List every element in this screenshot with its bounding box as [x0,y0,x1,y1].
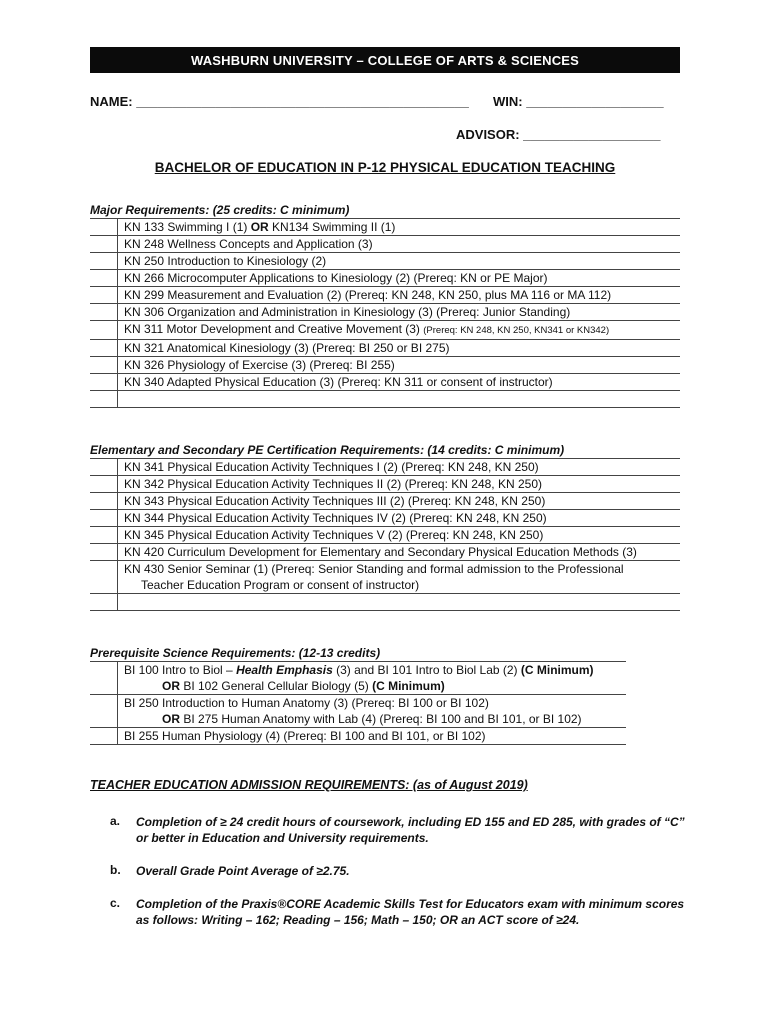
course-text: KN 321 Anatomical Kinesiology (3) (Prereq: BI 250 or BI 275) [118,340,681,357]
science-requirements-table [90,661,626,745]
table-row [90,594,680,611]
certification-requirements-heading: Elementary and Secondary PE Certification Requirements: (14 credits: C minimum) [90,443,565,457]
checkbox-cell[interactable] [90,340,118,357]
course-text: KN 342 Physical Education Activity Techniques II (2) (Prereq: KN 248, KN 250) [118,476,681,493]
checkbox-cell[interactable] [90,493,118,510]
checkbox-cell[interactable] [90,662,118,695]
checkbox-cell[interactable] [90,270,118,287]
checkbox-cell[interactable] [90,695,118,728]
table-row [90,695,626,728]
table-row [90,527,680,544]
checkbox-cell[interactable] [90,527,118,544]
course-text: KN 266 Microcomputer Applications to Kinesiology (2) (Prereq: KN or PE Major) [118,270,681,287]
checkbox-cell[interactable] [90,594,118,611]
advisor-field-label: ADVISOR: ___________________ [456,127,661,142]
course-text: KN 248 Wellness Concepts and Application (3) [118,236,681,253]
major-requirements-heading: Major Requirements: (25 credits: C minimum) [90,203,350,217]
table-row [90,287,680,304]
checkbox-cell[interactable] [90,321,118,340]
blank-course-entry[interactable] [118,594,681,611]
checkbox-cell[interactable] [90,476,118,493]
course-text: KN 340 Adapted Physical Education (3) (Prereq: KN 311 or consent of instructor) [118,374,681,391]
course-text: BI 255 Human Physiology (4) (Prereq: BI 100 and BI 101, or BI 102) [118,728,627,745]
checkbox-cell[interactable] [90,391,118,408]
checkbox-cell[interactable] [90,561,118,594]
table-row [90,304,680,321]
course-text: BI 100 Intro to Biol – Health Emphasis (3) and BI 101 Intro to Biol Lab (2) (C Minimum) OR BI 102 General Cellular Biology (5) (C Minimum) [118,662,627,695]
checkbox-cell[interactable] [90,304,118,321]
course-text: KN 345 Physical Education Activity Techniques V (2) (Prereq: KN 248, KN 250) [118,527,681,544]
checkbox-cell[interactable] [90,510,118,527]
table-row [90,493,680,510]
table-row [90,662,626,695]
major-requirements-table [90,218,680,408]
checkbox-cell[interactable] [90,219,118,236]
table-row [90,253,680,270]
checkbox-cell[interactable] [90,544,118,561]
table-row [90,728,626,745]
course-text: KN 250 Introduction to Kinesiology (2) [118,253,681,270]
checkbox-cell[interactable] [90,287,118,304]
course-text: KN 343 Physical Education Activity Techniques III (2) (Prereq: KN 248, KN 250) [118,493,681,510]
college-banner: WASHBURN UNIVERSITY – COLLEGE OF ARTS & SCIENCES [90,47,680,73]
table-row [90,561,680,594]
table-row [90,357,680,374]
course-text: KN 133 Swimming I (1) OR KN134 Swimming II (1) [118,219,681,236]
table-row [90,459,680,476]
table-row [90,270,680,287]
table-row [90,510,680,527]
table-row [90,219,680,236]
table-row [90,391,680,408]
program-title: BACHELOR OF EDUCATION IN P-12 PHYSICAL EDUCATION TEACHING [154,160,616,175]
course-text: BI 250 Introduction to Human Anatomy (3) (Prereq: BI 100 or BI 102) OR BI 275 Human Anatomy with Lab (4) (Prereq: BI 100 and BI 101, or BI 102) [118,695,627,728]
course-text: KN 430 Senior Seminar (1) (Prereq: Senior Standing and formal admission to the Professional Teacher Education Program or consent of instructor) [118,561,681,594]
checkbox-cell[interactable] [90,459,118,476]
name-field-label: NAME: ______________________________________________ [90,94,469,109]
checkbox-cell[interactable] [90,357,118,374]
science-requirements-heading: Prerequisite Science Requirements: (12-13 credits) [90,646,381,660]
table-row [90,340,680,357]
course-text: KN 344 Physical Education Activity Techniques IV (2) (Prereq: KN 248, KN 250) [118,510,681,527]
course-text: KN 306 Organization and Administration in Kinesiology (3) (Prereq: Junior Standing) [118,304,681,321]
course-text: KN 341 Physical Education Activity Techniques I (2) (Prereq: KN 248, KN 250) [118,459,681,476]
win-field-label: WIN: ___________________ [493,94,664,109]
table-row [90,374,680,391]
checkbox-cell[interactable] [90,728,118,745]
checkbox-cell[interactable] [90,253,118,270]
course-text: KN 299 Measurement and Evaluation (2) (Prereq: KN 248, KN 250, plus MA 116 or MA 112) [118,287,681,304]
table-row [90,476,680,493]
table-row [90,236,680,253]
course-text: KN 326 Physiology of Exercise (3) (Prereq: BI 255) [118,357,681,374]
blank-course-entry[interactable] [118,391,681,408]
course-text: KN 311 Motor Development and Creative Movement (3) (Prereq: KN 248, KN 250, KN341 or KN342) [118,321,681,340]
admission-requirements-heading: TEACHER EDUCATION ADMISSION REQUIREMENTS: (as of August 2019) [90,778,528,792]
checkbox-cell[interactable] [90,236,118,253]
table-row [90,321,680,340]
course-text: KN 420 Curriculum Development for Elementary and Secondary Physical Education Methods (3) [118,544,681,561]
table-row [90,544,680,561]
checkbox-cell[interactable] [90,374,118,391]
certification-requirements-table [90,458,680,611]
